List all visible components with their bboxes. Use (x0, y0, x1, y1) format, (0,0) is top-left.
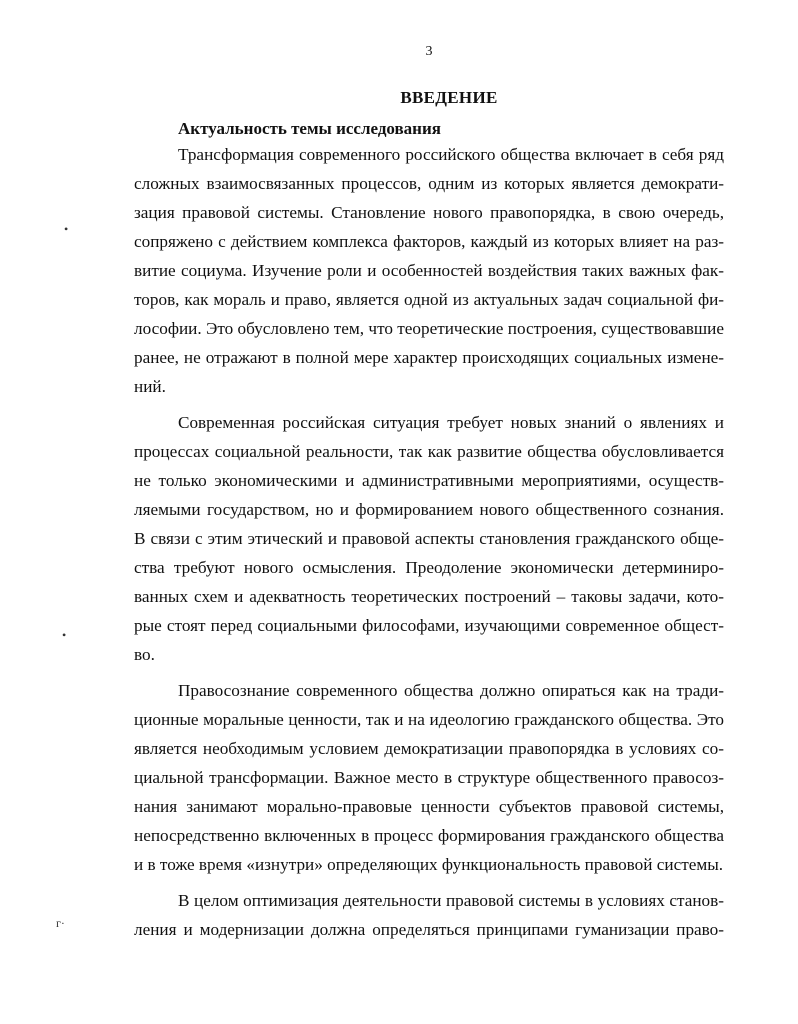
text-line: ства требуют нового осмысления. Преодоление экономически детерминиро- (134, 558, 724, 577)
paragraph-3 (134, 676, 724, 879)
text-line: непосредственно включенных в процесс формирования гражданского общества (134, 826, 724, 845)
text-line: Современная российская ситуация требует новых знаний о явлениях и (178, 413, 724, 432)
scan-artifact-mark: • (62, 628, 67, 642)
page-number: 3 (425, 44, 433, 59)
text-line: ний. (134, 377, 166, 396)
text-line: нания занимают морально-правовые ценности субъектов правовой системы, (134, 797, 724, 816)
text-line: лософии. Это обусловлено тем, что теоретические построения, существовавшие (134, 319, 724, 338)
paragraph-4 (134, 886, 724, 944)
text-line: во. (134, 645, 155, 664)
text-line: ляемыми государством, но и формированием нового общественного сознания. (134, 500, 724, 519)
text-line: Правосознание современного общества должно опираться как на тради- (178, 681, 724, 700)
subsection-heading: Актуальность темы исследования (178, 119, 441, 138)
text-line: торов, как мораль и право, является одной из актуальных задач социальной фи- (134, 290, 724, 309)
paragraph-1 (134, 140, 724, 401)
text-line: витие социума. Изучение роли и особенностей воздействия таких важных фак- (134, 261, 724, 280)
text-line: сопряжено с действием комплекса факторов, каждый из которых влияет на раз- (134, 232, 724, 251)
body-text (134, 140, 724, 944)
paragraph-2 (134, 408, 724, 669)
text-line: сложных взаимосвязанных процессов, одним из которых является демократи- (134, 174, 724, 193)
text-line: циальной трансформации. Важное место в структуре общественного правосоз- (134, 768, 724, 787)
text-line: В целом оптимизация деятельности правовой системы в условиях станов- (178, 891, 724, 910)
text-line: рые стоят перед социальными философами, изучающими современное общест- (134, 616, 724, 635)
text-line: ления и модернизации должна определяться принципами гуманизации право- (134, 920, 724, 939)
text-line: В связи с этим этический и правовой аспекты становления гражданского обще- (134, 529, 724, 548)
text-line: является необходимым условием демократизации правопорядка в условиях со- (134, 739, 724, 758)
section-heading: ВВЕДЕНИЕ (400, 88, 498, 107)
text-line: ванных схем и адекватность теоретических построений – таковы задачи, кото- (134, 587, 724, 606)
scan-artifact-mark: • (64, 222, 69, 236)
text-line: и в тоже время «изнутри» определяющих функциональность правовой системы. (134, 855, 724, 874)
text-line: Трансформация современного российского общества включает в себя ряд (178, 145, 724, 164)
text-line: ционные моральные ценности, так и на идеологию гражданского общества. Это (134, 710, 724, 729)
scan-artifact-mark: г· (56, 916, 65, 930)
text-line: ранее, не отражают в полной мере характер происходящих социальных измене- (134, 348, 724, 367)
text-line: зация правовой системы. Становление нового правопорядка, в свою очередь, (134, 203, 724, 222)
text-line: не только экономическими и административными мероприятиями, осуществ- (134, 471, 724, 490)
text-line: процессах социальной реальности, так как развитие общества обусловливается (134, 442, 724, 461)
